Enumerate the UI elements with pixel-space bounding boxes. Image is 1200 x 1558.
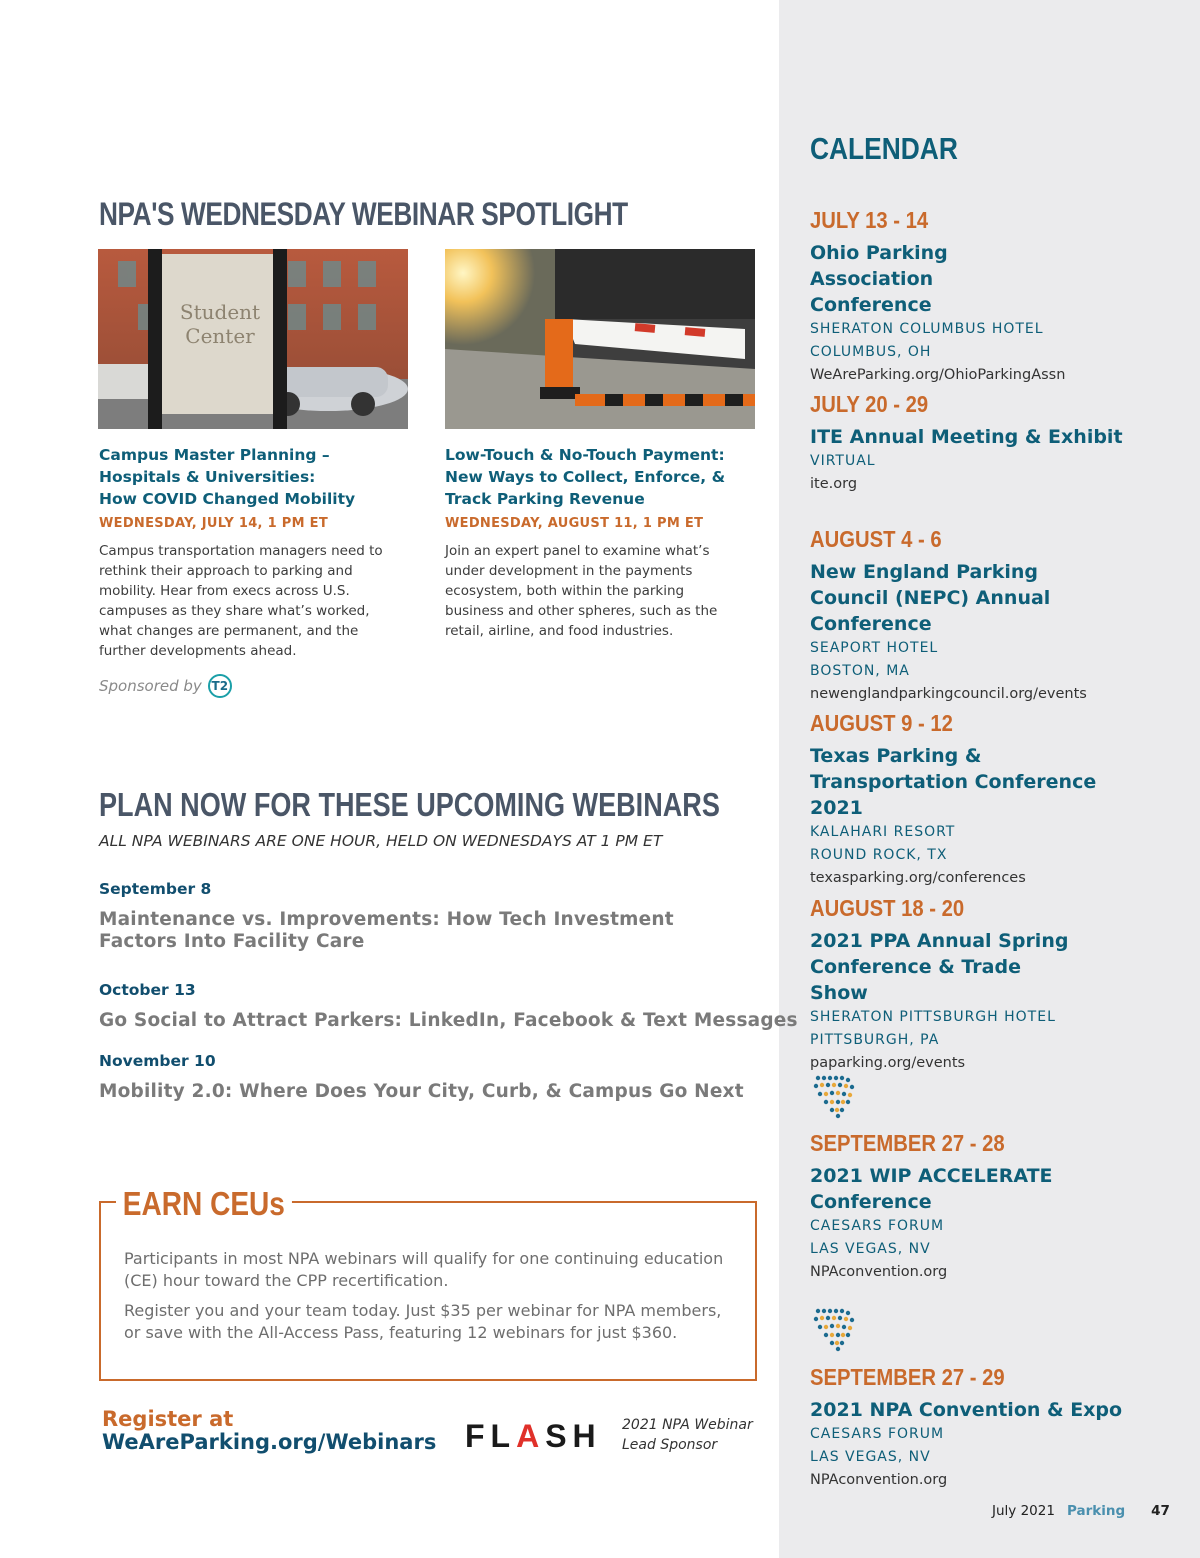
ceu-title: EARN CEUs [116,1185,292,1223]
event-location: PITTSBURGH, PA [810,1032,940,1048]
t2-logo-icon: T2 [208,674,232,698]
event-location: LAS VEGAS, NV [810,1449,931,1465]
event-venue: CAESARS FORUM [810,1426,945,1442]
event-venue: KALAHARI RESORT [810,824,956,840]
register-label: Register at [102,1407,234,1431]
event-link[interactable]: WeAreParking.org/OhioParkingAssn [810,367,1066,383]
spotlight-card-campus [99,444,399,661]
event-venue: SHERATON PITTSBURGH HOTEL [810,1009,1056,1025]
event-date: AUGUST 4 - 6 [810,526,942,552]
ceu-paragraph: Participants in most NPA webinars will qualify for one continuing education (CE) hour toward the CPP recertification. [124,1249,724,1290]
spotlight-heading: NPA'S WEDNESDAY WEBINAR SPOTLIGHT [99,196,628,232]
calendar-event [810,710,1140,890]
sponsored-by-label: Sponsored by [99,677,202,695]
event-title: 2021 NPA Convention & Expo [810,1399,1123,1421]
page-number: 47 [1151,1503,1170,1519]
card-title[interactable]: Low-Touch & No-Touch Payment: New Ways to Collect, Enforce, & Track Parking Revenue [445,446,726,508]
event-date: JULY 20 - 29 [810,391,929,417]
npa-convention-logo-icon [810,1072,858,1124]
calendar-event [810,1364,1140,1492]
event-date: AUGUST 9 - 12 [810,710,953,736]
card-date: WEDNESDAY, AUGUST 11, 1 PM ET [445,516,704,531]
event-title: Texas Parking & Transportation Conference 2021 [810,745,1097,819]
event-location: BOSTON, MA [810,663,910,679]
event-title: 2021 WIP ACCELERATE Conference [810,1165,1053,1213]
event-location: COLUMBUS, OH [810,344,932,360]
event-venue: SHERATON COLUMBUS HOTEL [810,321,1044,337]
svg-text:Center: Center [185,324,255,348]
event-link[interactable]: NPAconvention.org [810,1472,948,1488]
flash-logo-a-icon: A [516,1418,546,1454]
webinar-date: November 10 [99,1052,216,1070]
card-date: WEDNESDAY, JULY 14, 1 PM ET [99,516,329,531]
webinar-title[interactable]: Maintenance vs. Improvements: How Tech Investment Factors Into Facility Care [99,909,674,952]
upcoming-subheading: ALL NPA WEBINARS ARE ONE HOUR, HELD ON WEDNESDAYS AT 1 PM ET [99,832,663,850]
sponsored-by [99,674,232,698]
parking-gate-photo [445,249,755,429]
webinar-title[interactable]: Mobility 2.0: Where Does Your City, Curb, & Campus Go Next [99,1081,744,1102]
calendar-heading: CALENDAR [810,131,958,166]
event-location: LAS VEGAS, NV [810,1241,931,1257]
upcoming-heading: PLAN NOW FOR THESE UPCOMING WEBINARS [99,786,720,823]
event-venue: VIRTUAL [810,453,876,469]
flash-logo: FLASH [465,1418,602,1454]
spotlight-card-payment [445,444,745,641]
svg-text:Student: Student [179,300,261,324]
event-title: Ohio Parking Association Conference [810,242,948,316]
calendar-event [810,526,1140,706]
event-date: AUGUST 18 - 20 [810,895,965,921]
event-link[interactable]: ite.org [810,476,858,492]
event-date: JULY 13 - 14 [810,207,929,233]
event-venue: SEAPORT HOTEL [810,640,939,656]
event-link[interactable]: paparking.org/events [810,1055,966,1071]
event-date: SEPTEMBER 27 - 28 [810,1130,1005,1156]
footer-magazine: Parking [1066,1503,1126,1519]
calendar-event [810,895,1140,1075]
calendar-event [810,1130,1140,1284]
event-location: ROUND ROCK, TX [810,847,948,863]
calendar-event [810,391,1140,496]
calendar-event [810,207,1140,387]
event-link[interactable]: NPAconvention.org [810,1264,948,1280]
register-link[interactable]: WeAreParking.org/Webinars [102,1430,437,1454]
event-venue: CAESARS FORUM [810,1218,945,1234]
card-description: Join an expert panel to examine what’s under development in the payments ecosystem, both within the parking business and other spheres, such as the retail, airline, and food industries. [445,543,718,639]
event-title: 2021 PPA Annual Spring Conference & Trade Show [810,930,1069,1004]
event-date: SEPTEMBER 27 - 29 [810,1364,1005,1390]
npa-convention-logo-icon [810,1305,858,1357]
page-footer [992,1503,1170,1519]
student-center-photo [98,249,408,429]
event-link[interactable]: newenglandparkingcouncil.org/events [810,686,1087,702]
footer-issue: July 2021 [992,1503,1055,1519]
event-title: New England Parking Council (NEPC) Annual Conference [810,561,1051,635]
event-title: ITE Annual Meeting & Exhibit [810,426,1123,448]
sponsor-caption: 2021 NPA Webinar Lead Sponsor [622,1417,753,1453]
event-link[interactable]: texasparking.org/conferences [810,870,1026,886]
card-title[interactable]: Campus Master Planning – Hospitals & Universities: How COVID Changed Mobility [99,446,356,508]
ceu-paragraph: Register you and your team today. Just $35 per webinar for NPA members, or save with the All-Access Pass, featuring 12 webinars for just $360. [124,1301,722,1342]
webinar-title[interactable]: Go Social to Attract Parkers: LinkedIn, Facebook & Text Messages [99,1010,798,1031]
webinar-date: September 8 [99,880,212,898]
card-description: Campus transportation managers need to rethink their approach to parking and mobility. Hear from execs across U.S. campuses as they share what’s worked, what changes are permanent, and the further developments ahead. [99,543,383,659]
webinar-date: October 13 [99,981,196,999]
